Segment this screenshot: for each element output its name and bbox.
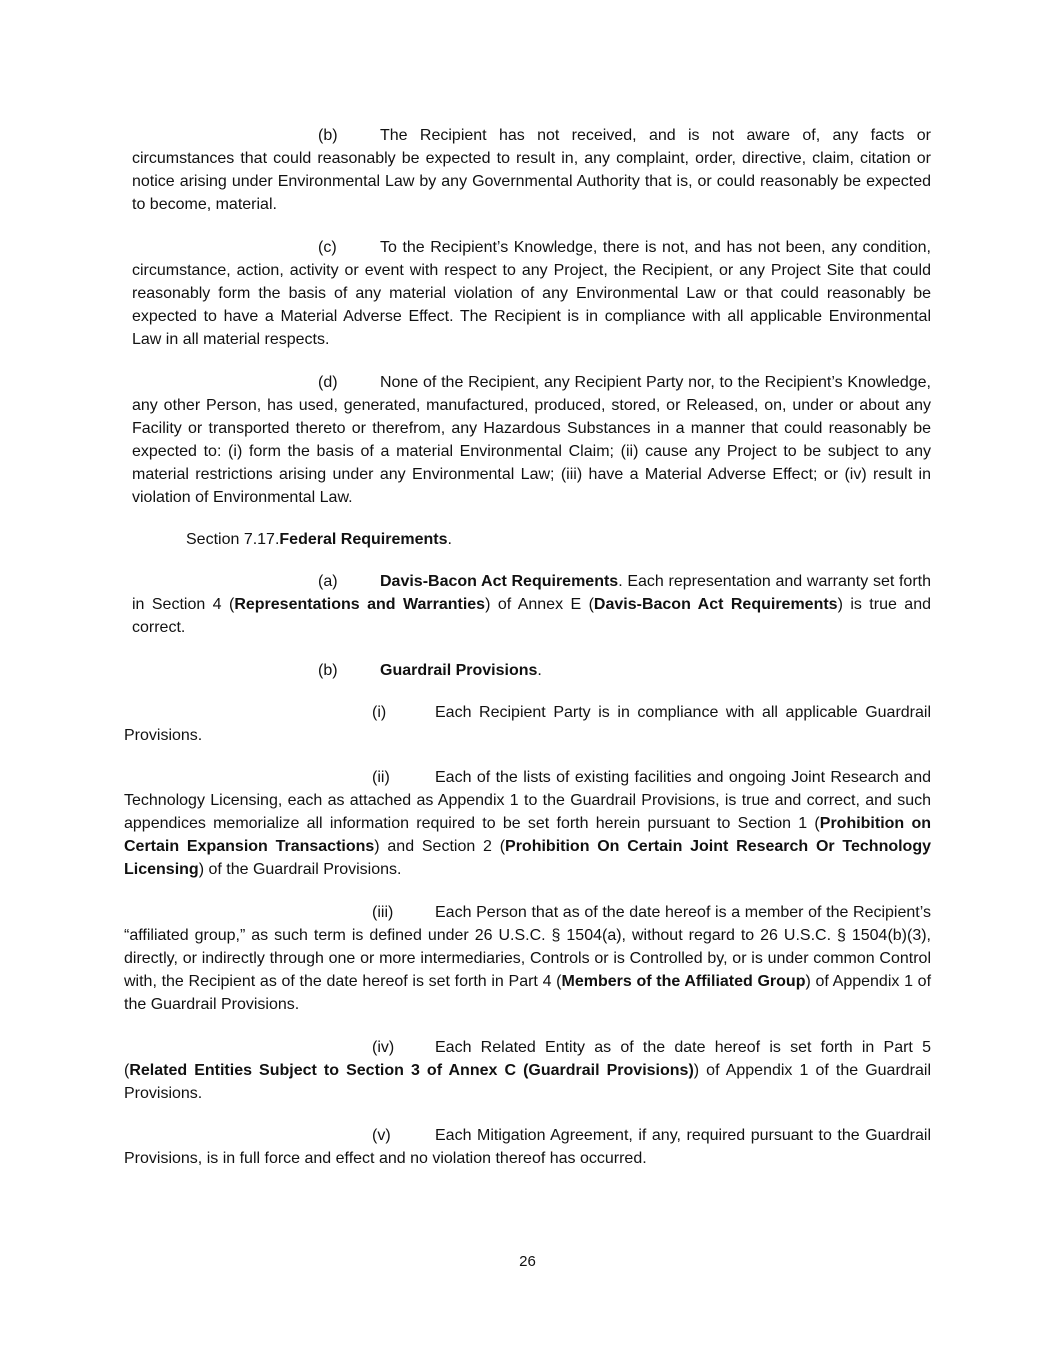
section-number: Section 7.17. [186,531,280,548]
clause-text: The Recipient has not received, and is not aware of, any facts or circumstances that could reasonably be expected to result in, any complaint, order, directive, claim, citation or notice arising under Environmental Law by any Governmental Authority that is, or could reasonably be expected to become, material. [132,127,931,213]
subparagraph-iv [124,1036,931,1105]
subparagraph-ii [124,766,931,881]
clause-reference: Prohibition On Certain Joint Research Or Technology Licensing [124,838,931,878]
clause-text: Each Recipient Party is in compliance with all applicable Guardrail Provisions. [124,704,931,744]
clause-label: (b) [318,662,338,679]
clause-text: ) is true and correct. [132,596,931,636]
paragraph-d-environmental [132,371,931,509]
clause-label: (v) [372,1127,391,1144]
section-heading [186,528,931,551]
clause-reference: Davis-Bacon Act Requirements [593,596,838,613]
subparagraph-iii [124,901,931,1016]
paragraph-b-guardrail [132,659,931,682]
clause-text: None of the Recipient, any Recipient Party nor, to the Recipient’s Knowledge, any other Person, has used, generated, manufactured, produced, stored, or Released, on, under or about any Facility or transported thereto or therefrom, any Hazardous Substances in a manner that could reasonably be expected to: (i) form the basis of a material Environmental Claim; (ii) cause any Project to be subject to any material restrictions arising under any Environmental Law; (iii) have a Material Adverse Effect; or (iv) result in violation of Environmental Law. [132,374,931,506]
subparagraph-i [124,701,931,747]
clause-text: Each of the lists of existing facilities and ongoing Joint Research and Technology Licensing, each as attached as Appendix 1 to the Guardrail Provisions, is true and correct, and such appendices memorialize all information required to be set forth herein pursuant to Section 1 ( [124,769,931,832]
clause-text: ) of Annex E ( [485,596,594,613]
clause-reference: Prohibition on Certain Expansion Transactions [124,815,932,855]
clause-label: (c) [318,239,337,256]
clause-text: ) and Section 2 ( [374,838,506,855]
clause-label: (ii) [372,769,390,786]
clause-text: ) of Appendix 1 of the Guardrail Provisions. [124,973,932,1013]
clause-text: To the Recipient’s Knowledge, there is not, and has not been, any condition, circumstance, action, activity or event with respect to any Project, the Recipient, or any Project Site that could reasonably form the basis of any material violation of any Environmental Law or that could reasonably be expected to have a Material Adverse Effect. The Recipient is in compliance with all applicable Environmental Law in all material respects. [132,239,931,348]
clause-title: Guardrail Provisions [380,662,538,679]
clause-text: Each Person that as of the date hereof is a member of the Recipient’s “affiliated group,” as such term is defined under 26 U.S.C. § 1504(a), without regard to 26 U.S.C. § 1504(b)(3), directly, or indirectly through one or more intermediaries, Controls or is Controlled by, or is under common Control with, the Recipient as of the date hereof is set forth in Part 4 ( [124,904,931,990]
clause-text: ) of Appendix 1 of the Guardrail Provisions. [124,1062,932,1102]
clause-label: (d) [318,374,338,391]
subparagraph-v [124,1124,931,1170]
clause-reference: Members of the Affiliated Group [561,973,806,990]
paragraph-b-environmental [132,124,931,216]
clause-title-period: . [537,662,542,679]
clause-label: (a) [318,573,338,590]
section-title: Federal Requirements [279,531,448,548]
paragraph-a-davis-bacon [132,570,931,639]
clause-label: (b) [318,127,338,144]
clause-title: Davis-Bacon Act Requirements [380,573,619,590]
clause-label: (iii) [372,904,394,921]
clause-label: (i) [372,704,387,721]
clause-reference: Representations and Warranties [234,596,486,613]
clause-text: Each Related Entity as of the date hereof is set forth in Part 5 ( [124,1039,931,1079]
clause-label: (iv) [372,1039,395,1056]
clause-text: ) of the Guardrail Provisions. [198,861,402,878]
clause-text: Each Mitigation Agreement, if any, required pursuant to the Guardrail Provisions, is in full force and effect and no violation thereof has occurred. [124,1127,931,1167]
paragraph-c-environmental [132,236,931,351]
page-number: 26 [519,1253,536,1270]
clause-reference: Related Entities Subject to Section 3 of Annex C (Guardrail Provisions) [129,1062,694,1079]
clause-text: . Each representation and warranty set forth in Section 4 ( [132,573,931,613]
section-title-period: . [447,531,452,548]
